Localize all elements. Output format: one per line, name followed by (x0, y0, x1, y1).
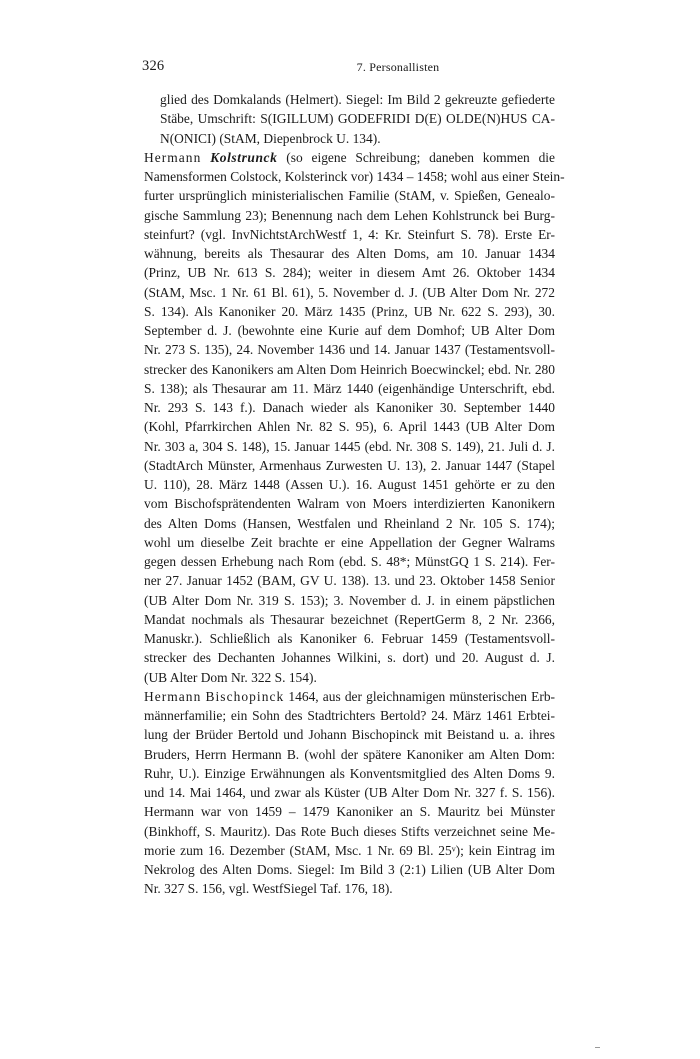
text-line: Ruhr, U.). Einzige Erwähnungen als Konventsmitglied des Alten Doms 9. (144, 765, 555, 781)
text-line: N(ONICI) (StAM, Diepenbrock U. 134). (160, 130, 381, 146)
given-name: Hermann (144, 688, 202, 704)
text-line: (UB Alter Dom Nr. 319 S. 153); 3. November d. J. in einem päpstlichen (144, 592, 555, 608)
entry-lead-text: (so eigene Schreibung; daneben kommen die (286, 149, 556, 165)
text-line: Nr. 273 S. 135), 24. November 1436 und 14. Januar 1437 (Testamentsvoll- (144, 342, 555, 358)
text-line: Nr. 327 S. 156, vgl. WestfSiegel Taf. 176, 18). (144, 881, 393, 897)
text-line: männerfamilie; ein Sohn des Stadtrichters Bertold? 24. März 1461 Erbtei- (144, 708, 555, 723)
entry-lead-text: 1464, aus der gleichnamigen münsterischen Erb- (288, 688, 556, 704)
text-line: Nr. 293 S. 143 f.). Danach wieder als Kanoniker 30. September 1440 (144, 400, 555, 415)
given-name: Hermann (144, 149, 202, 165)
surname: Bischopinck (205, 688, 285, 704)
text-line: Hermann war von 1459 – 1479 Kanoniker an S. Mauritz bei Münster (144, 804, 555, 820)
page-number: 326 (142, 58, 165, 74)
text-line: Nekrolog des Alten Doms. Siegel: Im Bild 3 (2:1) Lilien (UB Alter Dom (144, 862, 555, 877)
text-line: (Prinz, UB Nr. 613 S. 284); weiter in diesem Amt 26. Oktober 1434 (144, 265, 555, 281)
text-line: gische Sammlung 23); Benennung nach dem Lehen Kohlstrunck bei Burg- (144, 207, 555, 223)
text-line: morie zum 16. Dezember (StAM, Msc. 1 Nr. 69 Bl. 25ᵛ); kein Eintrag im (144, 842, 555, 858)
text-line: lung der Brüder Bertold und Johann Bischopinck mit Beistand u. a. ihres (144, 727, 555, 743)
text-line: September d. J. (bewohnte eine Kurie auf dem Domhof; UB Alter Dom (144, 323, 555, 338)
stray-mark (595, 1047, 600, 1048)
text-line: Namensformen Colstock, Kolsterinck vor) 1434 – 1458; wohl aus einer Stein- (144, 169, 565, 184)
text-line: vom Bischofsprätendenten Walram von Moers interdizierten Kanonikern (144, 496, 555, 512)
surname: Kolstrunck (210, 149, 278, 165)
entry-hermann-kolstrunck (144, 148, 565, 687)
text-line: (StadtArch Münster, Armenhaus Zurwesten U. 13), 2. Januar 1447 (Stapel (144, 457, 555, 473)
text-line: furter ursprünglich ministerialischen Familie (StAM, v. Spießen, Genealo- (144, 188, 555, 204)
text-line: glied des Domkalands (Helmert). Siegel: Im Bild 2 gekreuzte gefiederte (160, 92, 555, 107)
text-line: Manuskr.). Schließlich als Kanoniker 6. Februar 1459 (Testamentsvoll- (144, 631, 555, 646)
text-line: Mandat nochmals als Thesaurar bezeichnet (RepertGerm 8, 2 Nr. 2366, (144, 611, 555, 627)
text-line: gegen dessen Erhebung nach Rom (ebd. S. 48*; MünstGQ 1 S. 214). Fer- (144, 554, 555, 569)
text-line: strecker des Kanonikers am Alten Dom Heinrich Boecwinckel; ebd. Nr. 280 (144, 361, 555, 377)
text-line: S. 134). Als Kanoniker 20. März 1435 (Prinz, UB Nr. 622 S. 293), 30. (144, 303, 555, 319)
text-line: wähnung, bereits als Thesaurar des Alten Doms, am 10. Januar 1434 (144, 246, 555, 261)
text-line: steinfurt? (vgl. InvNichtstArchWestf 1, 4: Kr. Steinfurt S. 78). Erste Er- (144, 226, 555, 242)
entry-hermann-bischopinck (144, 687, 555, 899)
text-line: des Alten Doms (Hansen, Westfalen und Rheinland 2 Nr. 105 S. 174); (144, 515, 555, 531)
text-line: Nr. 303 a, 304 S. 148), 15. Januar 1445 (ebd. Nr. 308 S. 149), 21. Juli d. J. (144, 438, 555, 454)
text-line: U. 110), 28. März 1448 (Assen U.). 16. August 1451 gehörte er zu den (144, 477, 555, 492)
text-line: und 14. Mai 1464, und zwar als Küster (UB Alter Dom Nr. 327 f. S. 156). (144, 785, 555, 800)
text-line: Stäbe, Umschrift: S(IGILLUM) GODEFRIDI D(E) OLDE(N)HUS CA- (160, 111, 555, 127)
text-line: strecker des Dechanten Johannes Wilkini, s. dort) und 20. August d. J. (144, 650, 555, 666)
running-head: 7. Personallisten (356, 60, 440, 74)
text-line: (Kohl, Pfarrkirchen Ahlen Nr. 82 S. 95), 6. April 1443 (UB Alter Dom (144, 419, 555, 435)
entry-continuation (144, 90, 555, 148)
text-line: S. 138); als Thesaurar am 11. März 1440 (eigenhändige Unterschrift, ebd. (144, 380, 555, 396)
entry-first-line (144, 687, 556, 706)
text-line: wohl um dieselbe Zeit brachte er eine Appellation der Gegner Walrams (144, 534, 555, 550)
text-line: Bruders, Herrn Hermann B. (wohl der spätere Kanoniker am Alten Dom: (144, 746, 555, 762)
entry-first-line (144, 148, 556, 167)
text-line: ner 27. Januar 1452 (BAM, GV U. 138). 13. und 23. Oktober 1458 Senior (144, 573, 555, 589)
text-line: (UB Alter Dom Nr. 322 S. 154). (144, 669, 317, 685)
body-text (144, 90, 565, 899)
text-line: (StAM, Msc. 1 Nr. 61 Bl. 61), 5. November d. J. (UB Alter Dom Nr. 272 (144, 284, 555, 300)
text-line: (Binkhoff, S. Mauritz). Das Rote Buch dieses Stifts verzeichnet seine Me- (144, 823, 555, 839)
